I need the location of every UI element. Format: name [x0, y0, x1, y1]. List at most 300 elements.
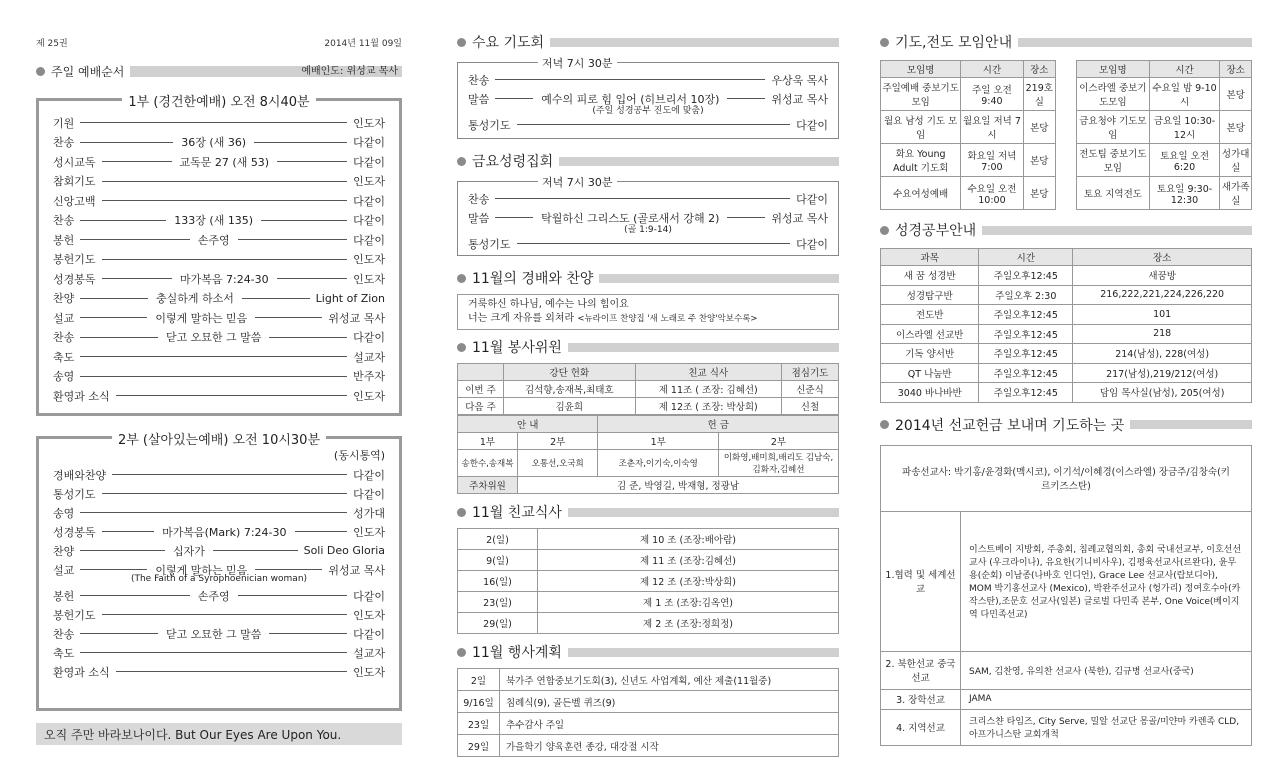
order-person: 다같이: [353, 155, 386, 169]
order-row: [53, 308, 385, 328]
table-cell: 금요청야 기도모임: [1077, 111, 1150, 144]
order-label: 참회기도: [53, 175, 96, 189]
table-cell: 북가주 연합중보기도회(3), 신년도 사업계획, 예산 제출(11월중): [500, 669, 839, 691]
order-person: 설교자: [353, 646, 385, 660]
table-row: [881, 144, 1056, 177]
table-cell: 성경탐구반: [881, 285, 979, 305]
prayer-table-left: [880, 60, 1056, 210]
table-cell: 안 내: [458, 416, 598, 433]
fellowship-heading: [457, 502, 839, 522]
friday-subnote: (골 1:9-14): [624, 225, 672, 235]
order-person: 위성교 목사: [328, 311, 386, 325]
mission-category: 2. 북한선교 중국선교: [881, 651, 961, 689]
order-label: 봉헌: [53, 589, 75, 603]
table-row: [881, 305, 1252, 325]
bullet-icon: [457, 343, 466, 352]
service-2-box: [36, 433, 402, 711]
wednesday-subnote: (주일 성경공부 진도에 맞춤): [592, 106, 704, 116]
leader-line: [80, 298, 148, 299]
bullet-icon: [457, 38, 466, 47]
leader-line: [727, 217, 765, 218]
service-1-list: [53, 113, 385, 406]
table-cell: 이스라엘 중보기도모임: [1077, 78, 1150, 111]
table-row: [458, 477, 839, 494]
table-cell: 주일오후12:45: [979, 305, 1073, 325]
sermon-english-title: (The Faith of a Syrophoenician woman): [130, 574, 308, 584]
table-cell: 토요 지역전도: [1077, 177, 1150, 210]
table-cell: 토요일 오전 6:20: [1149, 144, 1220, 177]
service-2-title: 2부 (살아있는예배) 오전 10시30분: [39, 429, 399, 448]
leader-line: [80, 376, 347, 377]
study-heading: [880, 220, 1252, 240]
table-cell: 2부: [719, 433, 839, 450]
table-row: [458, 450, 839, 477]
table-cell: 송한수,송재복: [458, 450, 518, 477]
table-cell: 16(일): [458, 571, 538, 592]
mission-recipients: JAMA: [961, 689, 1252, 709]
order-row: [53, 172, 385, 192]
leader-line: [495, 98, 533, 99]
table-cell: 제 1 조 (조장:김옥연): [538, 592, 839, 613]
mission-recipients: 이스트베이 지방회, 주총회, 침례교협의회, 총회 국내선교부, 이호선선교사 (우크라이나), 유요한(기니비사우), 김평육선교사(르완다), 윤무용(순회) 이남종(나바호 인디언), Grace Lee 선교사(랍보디아), MOM 박기홍선교사 (Mexico), 박완주선교사 (헝가리) 정여호수아(카작스탄),조문호 선교사(일본) 글로벌 다민족 본부, One Voice(베이지역 다민족선교): [961, 511, 1252, 651]
table-row: [881, 324, 1252, 344]
order-detail: 손주영: [197, 589, 230, 603]
order-detail: 36장 (새 36): [181, 136, 247, 150]
table-cell: 본당: [1220, 78, 1252, 111]
table-row: [1077, 78, 1252, 111]
leader-line: [80, 512, 347, 513]
study-table: [880, 248, 1252, 403]
table-row: [458, 735, 839, 757]
table-row: [881, 445, 1252, 511]
section-title: 기도,전도 모임안내: [895, 35, 1013, 51]
table-row: [881, 363, 1252, 383]
table-row: [1077, 177, 1252, 210]
mission-category: 1.협력 및 세계선교: [881, 511, 961, 651]
table-cell: 제 2 조 (조장:정희정): [538, 613, 839, 634]
leader-line: [238, 239, 347, 240]
table-cell: 주일오후12:45: [979, 363, 1073, 383]
order-person: 다같이: [353, 194, 385, 208]
mission-senders: 파송선교사: 박기홍/윤경화(멕시코), 이기석/이혜경(이스라엘) 장금주/김창숙(키르키즈스탄): [881, 445, 1252, 511]
order-detail: 닫고 오묘한 그 말씀: [165, 627, 262, 641]
order-person: 다같이: [353, 214, 386, 228]
leader-line: [80, 652, 347, 653]
table-cell: 29일: [458, 735, 500, 757]
table-cell: 본당: [1023, 111, 1055, 144]
order-person: 인도자: [353, 665, 385, 679]
order-label: 찬송: [53, 331, 75, 345]
order-row: [53, 133, 385, 153]
table-cell: 본당: [1220, 111, 1252, 144]
table-cell: 김윤희: [504, 398, 636, 415]
leader-line: [80, 356, 347, 357]
order-label: 찬양: [53, 544, 75, 558]
mission-category: 4. 지역선교: [881, 709, 961, 745]
table-cell: 주일예배 중보기도모임: [881, 78, 961, 111]
table-cell: 본당: [1023, 144, 1055, 177]
order-row: [53, 503, 385, 522]
order-label: 성시교독: [53, 155, 96, 169]
table-row: [1077, 111, 1252, 144]
order-row: [53, 484, 385, 503]
order-row: [53, 211, 385, 231]
order-row: [53, 347, 385, 367]
volunteers-table: [457, 363, 839, 415]
bullet-icon: [457, 648, 466, 657]
leader-line: [102, 259, 348, 260]
order-person: 인도자: [353, 116, 385, 130]
order-person: 위성교 목사: [771, 211, 828, 225]
heading-bar: [568, 508, 839, 517]
order-label: 환영과 소식: [53, 665, 110, 679]
section-title: 2014년 선교헌금 보내며 기도하는 곳: [895, 417, 1125, 434]
table-row: [458, 529, 839, 550]
leader-line: [517, 124, 791, 125]
table-cell: 주일오후12:45: [979, 344, 1073, 364]
leader-line: [517, 243, 791, 244]
leader-line: [102, 278, 172, 279]
prayer-tables: [880, 60, 1252, 210]
prayer-heading: [880, 32, 1252, 52]
order-detail: 탁월하신 그리스도 (골로새서 강해 2): [541, 211, 720, 225]
leader-line: [242, 298, 310, 299]
bulletin-header: [36, 36, 402, 49]
friday-time: 저녁 7시 30분: [538, 174, 617, 190]
table-row: [881, 511, 1252, 651]
table-cell: 친교 식사: [635, 364, 781, 381]
order-row: [53, 643, 385, 662]
order-person: 다같이: [796, 192, 828, 206]
service-2-list: [53, 465, 385, 681]
friday-box: [457, 176, 839, 256]
heading-bar: [1130, 420, 1252, 429]
order-row: [53, 605, 385, 624]
table-cell: 금요일 10:30-12시: [1149, 111, 1220, 144]
friday-list: [468, 189, 828, 253]
leader-line: [295, 531, 348, 532]
order-person: 인도자: [353, 389, 385, 403]
table-cell: 2일: [458, 669, 500, 691]
leader-line: [277, 161, 347, 162]
table-cell: [458, 364, 504, 381]
table-cell: 제 11조 ( 조장: 김혜선): [635, 381, 781, 398]
table-cell: 29(일): [458, 613, 538, 634]
leader-line: [102, 493, 348, 494]
table-row: [881, 111, 1056, 144]
table-cell: 이번 주: [458, 381, 504, 398]
worship-column: [36, 0, 402, 745]
right-column: [880, 0, 1252, 746]
ushers-table: [457, 415, 839, 494]
leader-line: [495, 217, 533, 218]
table-cell: 강단 헌화: [504, 364, 636, 381]
table-row: [458, 669, 839, 691]
table-cell: 성가대실: [1220, 144, 1252, 177]
leader-line: [112, 474, 347, 475]
order-row: [53, 662, 385, 681]
leader-line: [727, 98, 765, 99]
table-cell: 제 12조 ( 조장: 박상희): [635, 398, 781, 415]
section-title: 11월 봉사위원: [472, 340, 562, 356]
table-row: [1077, 144, 1252, 177]
fellowship-table: [457, 528, 839, 634]
wednesday-time: 저녁 7시 30분: [538, 55, 617, 71]
table-cell: 신준식: [781, 381, 838, 398]
leader-line: [116, 671, 347, 672]
order-row: [53, 367, 385, 387]
table-cell: 새가족실: [1220, 177, 1252, 210]
leader-line: [80, 122, 347, 123]
order-label: 통성기도: [53, 487, 96, 501]
issue-number: 제 25권: [36, 39, 68, 49]
table-cell: 주일오후12:45: [979, 383, 1073, 403]
praise-line-2: 너는 크게 자유를 외쳐라 <뉴라이프 찬양집 '새 노래로 주 찬양'악보수록>: [468, 313, 758, 324]
bulletin-date: 2014년 11월 09일: [324, 39, 402, 49]
order-row: [53, 230, 385, 250]
table-cell: 23일: [458, 713, 500, 735]
bullet-icon: [457, 508, 466, 517]
leader-line: [261, 220, 347, 221]
mission-category: 3. 장학선교: [881, 689, 961, 709]
table-cell: 219호실: [1023, 78, 1055, 111]
order-label: 봉헌기도: [53, 253, 96, 267]
mission-heading: [880, 415, 1252, 435]
heading-bar: [550, 38, 839, 47]
bullet-icon: [36, 67, 45, 76]
order-person: 인도자: [353, 253, 385, 267]
order-row: [53, 386, 385, 406]
column-header: 장소: [1023, 61, 1055, 78]
leader-line: [80, 569, 147, 570]
order-label: 찬양: [53, 292, 75, 306]
section-title: 11월의 경배와 찬양: [472, 271, 594, 287]
table-cell: 침례식(9), 골든벨 퀴즈(9): [500, 691, 839, 713]
order-detail: 예수의 피로 힘 입어 (히브리서 10장): [541, 92, 720, 106]
order-person: 설교자: [353, 350, 385, 364]
table-cell: 23(일): [458, 592, 538, 613]
leader-line: [102, 161, 172, 162]
table-cell: 1부: [598, 433, 719, 450]
table-row: [881, 709, 1252, 745]
order-label: 신앙고백: [53, 194, 96, 208]
order-row: [468, 234, 828, 253]
table-cell: 새꿈방: [1073, 266, 1252, 286]
table-cell: 이화영,배미희,배리도 김남숙,김화자,김혜선: [719, 450, 839, 477]
table-row: [881, 177, 1056, 210]
order-person: 다같이: [353, 136, 386, 150]
mission-recipients: 크리스챤 타임즈, City Serve, 밀알 선교단 몽골/미얀마 카렌족 CLD, 아프가니스탄 교회개척: [961, 709, 1252, 745]
table-cell: 월요일 저녁 7시: [961, 111, 1023, 144]
table-row: [458, 550, 839, 571]
table-cell: 주일오후 2:30: [979, 285, 1073, 305]
order-person: 다같이: [353, 627, 385, 641]
table-cell: 제 10 조 (조장:배아람): [538, 529, 839, 550]
table-cell: 217(남성),219/212(여성): [1073, 363, 1252, 383]
heading-bar: [982, 226, 1252, 235]
table-cell: 화요일 저녁7:00: [961, 144, 1023, 177]
table-cell: 1부: [458, 433, 518, 450]
table-cell: 본당: [1023, 177, 1055, 210]
table-cell: 김 준, 박영길, 박재형, 정광남: [518, 477, 839, 494]
order-detail: 마가복음 7:24-30: [179, 272, 269, 286]
column-header: 모임명: [1077, 61, 1150, 78]
table-cell: 담임 목사실(남성), 205(여성): [1073, 383, 1252, 403]
column-header: 장소: [1073, 249, 1252, 266]
interpretation-note: (동시통역): [333, 449, 385, 462]
order-detail: 교독문 27 (새 53): [179, 155, 270, 169]
table-row: [881, 266, 1252, 286]
order-label: 통성기도: [468, 118, 511, 132]
leader-line: [102, 181, 348, 182]
section-title: 성경공부안내: [895, 223, 977, 239]
column-header: 장소: [1220, 61, 1252, 78]
table-cell: 주일오후12:45: [979, 324, 1073, 344]
table-row: [458, 571, 839, 592]
order-person: Soli Deo Gloria: [303, 544, 386, 557]
order-person: 다같이: [353, 589, 386, 603]
order-label: 설교: [53, 311, 75, 325]
order-row: [53, 465, 385, 484]
order-label: 통성기도: [468, 237, 511, 251]
order-person: 반주자: [353, 370, 385, 384]
table-cell: 기독 양서반: [881, 344, 979, 364]
section-title: 금요성령집회: [472, 154, 554, 170]
table-cell: 214(남성), 228(여성): [1073, 344, 1252, 364]
order-row: [53, 541, 385, 560]
order-label: 송영: [53, 506, 75, 520]
order-row: [53, 328, 385, 348]
order-label: 찬송: [53, 136, 75, 150]
leader-line: [255, 569, 322, 570]
section-title: 11월 친교식사: [472, 505, 562, 521]
order-row: [468, 70, 828, 89]
section-title: 주일 예배순서: [51, 65, 125, 79]
wednesday-box: [457, 57, 839, 139]
section-title: 수요 기도회: [472, 35, 545, 51]
leader-line: [116, 395, 347, 396]
order-detail: 닫고 오묘한 그 말씀: [165, 331, 262, 345]
order-person: 인도자: [353, 272, 386, 286]
order-row: [53, 191, 385, 211]
order-person: 다같이: [353, 331, 385, 345]
order-person: 인도자: [353, 608, 385, 622]
order-label: 찬송: [468, 73, 490, 87]
events-heading: [457, 642, 839, 662]
table-row: [458, 592, 839, 613]
order-label: 송영: [53, 370, 75, 384]
leader-line: [254, 142, 347, 143]
table-cell: 수요일 오전 10:00: [961, 177, 1023, 210]
order-row: [53, 289, 385, 309]
table-cell: 101: [1073, 305, 1252, 325]
order-person: 인도자: [353, 525, 386, 539]
table-cell: 조춘자,이기숙,이숙영: [598, 450, 719, 477]
table-row: [881, 285, 1252, 305]
leader-line: [102, 614, 348, 615]
praise-line-1: 거룩하신 하나님, 예수는 나의 힘이요: [468, 299, 629, 310]
bullet-icon: [880, 38, 889, 47]
table-cell: 9(일): [458, 550, 538, 571]
leader-line: [269, 337, 347, 338]
order-row: [53, 624, 385, 643]
order-row: [53, 269, 385, 289]
leader-line: [80, 220, 166, 221]
table-row: [458, 381, 839, 398]
order-detail: 이렇게 말하는 믿음: [155, 311, 248, 325]
order-detail: 십자가: [172, 544, 205, 558]
praise-heading: [457, 268, 839, 288]
order-person: 성가대: [353, 506, 385, 520]
table-cell: 다음 주: [458, 398, 504, 415]
order-label: 성경봉독: [53, 272, 96, 286]
leader-line: [102, 531, 155, 532]
heading-bar: [599, 274, 839, 283]
events-table: [457, 668, 839, 757]
column-header: 모임명: [881, 61, 961, 78]
order-person: 다같이: [796, 237, 828, 251]
service-1-title: 1부 (경건한예배) 오전 8시40분: [39, 91, 399, 110]
order-label: 찬송: [53, 627, 75, 641]
order-label: 환영과 소식: [53, 389, 110, 403]
order-label: 말씀: [468, 211, 490, 225]
order-person: 우상욱 목사: [771, 73, 828, 87]
order-person: 위성교 목사: [771, 92, 829, 106]
table-cell: 제 12 조 (조장:박상희): [538, 571, 839, 592]
table-row: [458, 613, 839, 634]
order-row: [53, 250, 385, 270]
heading-bar: [559, 157, 839, 166]
leader-line: [495, 79, 765, 80]
table-row: [881, 383, 1252, 403]
leader-line: [269, 633, 347, 634]
order-label: 경배와찬양: [53, 468, 107, 482]
order-label: 기원: [53, 116, 75, 130]
order-label: 찬송: [468, 192, 490, 206]
table-cell: QT 나눔반: [881, 363, 979, 383]
table-row: [881, 78, 1056, 111]
motto-footer: 오직 주만 바라보나이다. But Our Eyes Are Upon You.: [36, 723, 402, 745]
table-cell: 오통선,오국희: [518, 450, 598, 477]
table-row: [458, 713, 839, 735]
bullet-icon: [880, 226, 889, 235]
leader-line: [213, 550, 298, 551]
order-person: Light of Zion: [315, 291, 385, 305]
order-person: 다같이: [353, 233, 386, 247]
table-cell: 김석향,송재복,최태호: [504, 381, 636, 398]
column-header: 시간: [979, 249, 1073, 266]
leader-line: [80, 595, 189, 596]
order-row: [53, 113, 385, 133]
heading-bar: [568, 343, 839, 352]
bullet-icon: [880, 420, 889, 429]
heading-bar: [1018, 38, 1252, 47]
table-row: [881, 689, 1252, 709]
order-detail: 이렇게 말하는 믿음: [155, 563, 248, 577]
table-cell: 2부: [518, 433, 598, 450]
worship-order-heading: [36, 63, 402, 80]
bullet-icon: [457, 274, 466, 283]
table-cell: 3040 바나바반: [881, 383, 979, 403]
table-cell: 월요 남성 기도 모임: [881, 111, 961, 144]
friday-heading: [457, 151, 839, 171]
table-cell: 신철: [781, 398, 838, 415]
middle-column: [457, 0, 839, 757]
table-cell: 제 11 조 (조장:김혜선): [538, 550, 839, 571]
praise-box: [457, 294, 839, 330]
table-cell: 주차위원: [458, 477, 518, 494]
leader-line: [80, 550, 165, 551]
